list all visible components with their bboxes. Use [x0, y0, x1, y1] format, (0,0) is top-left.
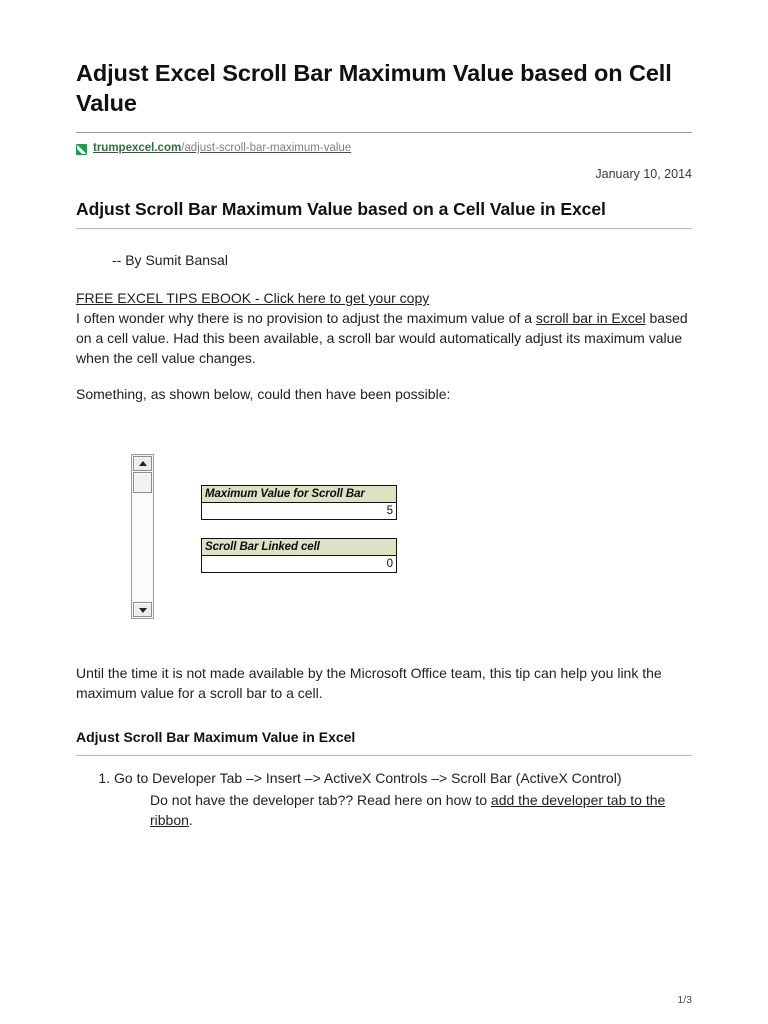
document-content — [76, 0, 692, 831]
scroll-bar-track[interactable] — [133, 494, 152, 601]
list-item — [114, 768, 692, 831]
section-heading: Adjust Scroll Bar Maximum Value in Excel — [76, 729, 356, 746]
up-arrow-icon — [139, 461, 147, 466]
something-paragraph: Something, as shown below, could then have been possible: — [76, 386, 451, 403]
steps-list — [76, 768, 692, 831]
title-divider — [76, 132, 692, 133]
step-sub-part2: . — [188, 812, 193, 829]
table-row — [202, 486, 397, 503]
subtitle-divider — [76, 228, 692, 229]
source-domain: trumpexcel.com — [93, 142, 182, 155]
page-number: 1/3 — [677, 994, 692, 1006]
scroll-bar-up-button[interactable] — [133, 456, 152, 471]
excel-screenshot-figure — [76, 452, 692, 647]
source-url-line — [76, 142, 692, 156]
trumpexcel-favicon-icon — [76, 144, 87, 155]
max-value-cell[interactable]: 5 — [202, 503, 397, 520]
scroll-bar-down-button[interactable] — [133, 602, 152, 617]
source-path: /adjust-scroll-bar-maximum-value — [181, 142, 352, 155]
linked-cell-header-cell[interactable]: Scroll Bar Linked cell — [202, 539, 397, 556]
linked-cell-table — [201, 538, 397, 573]
section-divider — [76, 755, 692, 756]
intro-paragraph — [76, 308, 692, 368]
scroll-bar-control[interactable] — [131, 454, 154, 619]
byline: -- By Sumit Bansal — [112, 251, 228, 268]
max-value-table — [201, 485, 397, 520]
page-title: Adjust Excel Scroll Bar Maximum Value based on Cell Value — [76, 60, 672, 117]
source-url-link[interactable] — [93, 142, 351, 156]
scroll-bar-thumb[interactable] — [133, 472, 152, 493]
table-row — [202, 503, 397, 520]
linked-cell-value-cell[interactable]: 0 — [202, 556, 397, 573]
intro-paragraph-part1: I often wonder why there is no provision to adjust the maximum value of a — [76, 310, 536, 327]
table-row — [202, 556, 397, 573]
ebook-download-link[interactable]: FREE EXCEL TIPS EBOOK - Click here to get your copy — [76, 290, 430, 306]
publish-date: January 10, 2014 — [595, 166, 692, 181]
step-main-text: Go to Developer Tab –> Insert –> ActiveX Controls –> Scroll Bar (ActiveX Control) — [114, 769, 622, 786]
step-sub-text — [150, 790, 692, 831]
scroll-bar-in-excel-link[interactable]: scroll bar in Excel — [535, 310, 646, 327]
down-arrow-icon — [139, 608, 147, 613]
article-subtitle: Adjust Scroll Bar Maximum Value based on a Cell Value in Excel — [76, 198, 606, 219]
table-row — [202, 539, 397, 556]
max-value-header-cell[interactable]: Maximum Value for Scroll Bar — [202, 486, 397, 503]
step-sub-part1: Do not have the developer tab?? Read here on how to — [150, 792, 491, 808]
closing-paragraph: Until the time it is not made available by the Microsoft Office team, this tip can help you link the maximum value for a scroll bar to a cell. — [76, 665, 662, 702]
intro-paragraph-part2: based on a cell value. Had this been available, a scroll bar would automatically adjust its maximum value when the cell value changes. — [76, 310, 688, 367]
add-developer-tab-link[interactable]: add the developer tab to the ribbon — [150, 792, 666, 829]
